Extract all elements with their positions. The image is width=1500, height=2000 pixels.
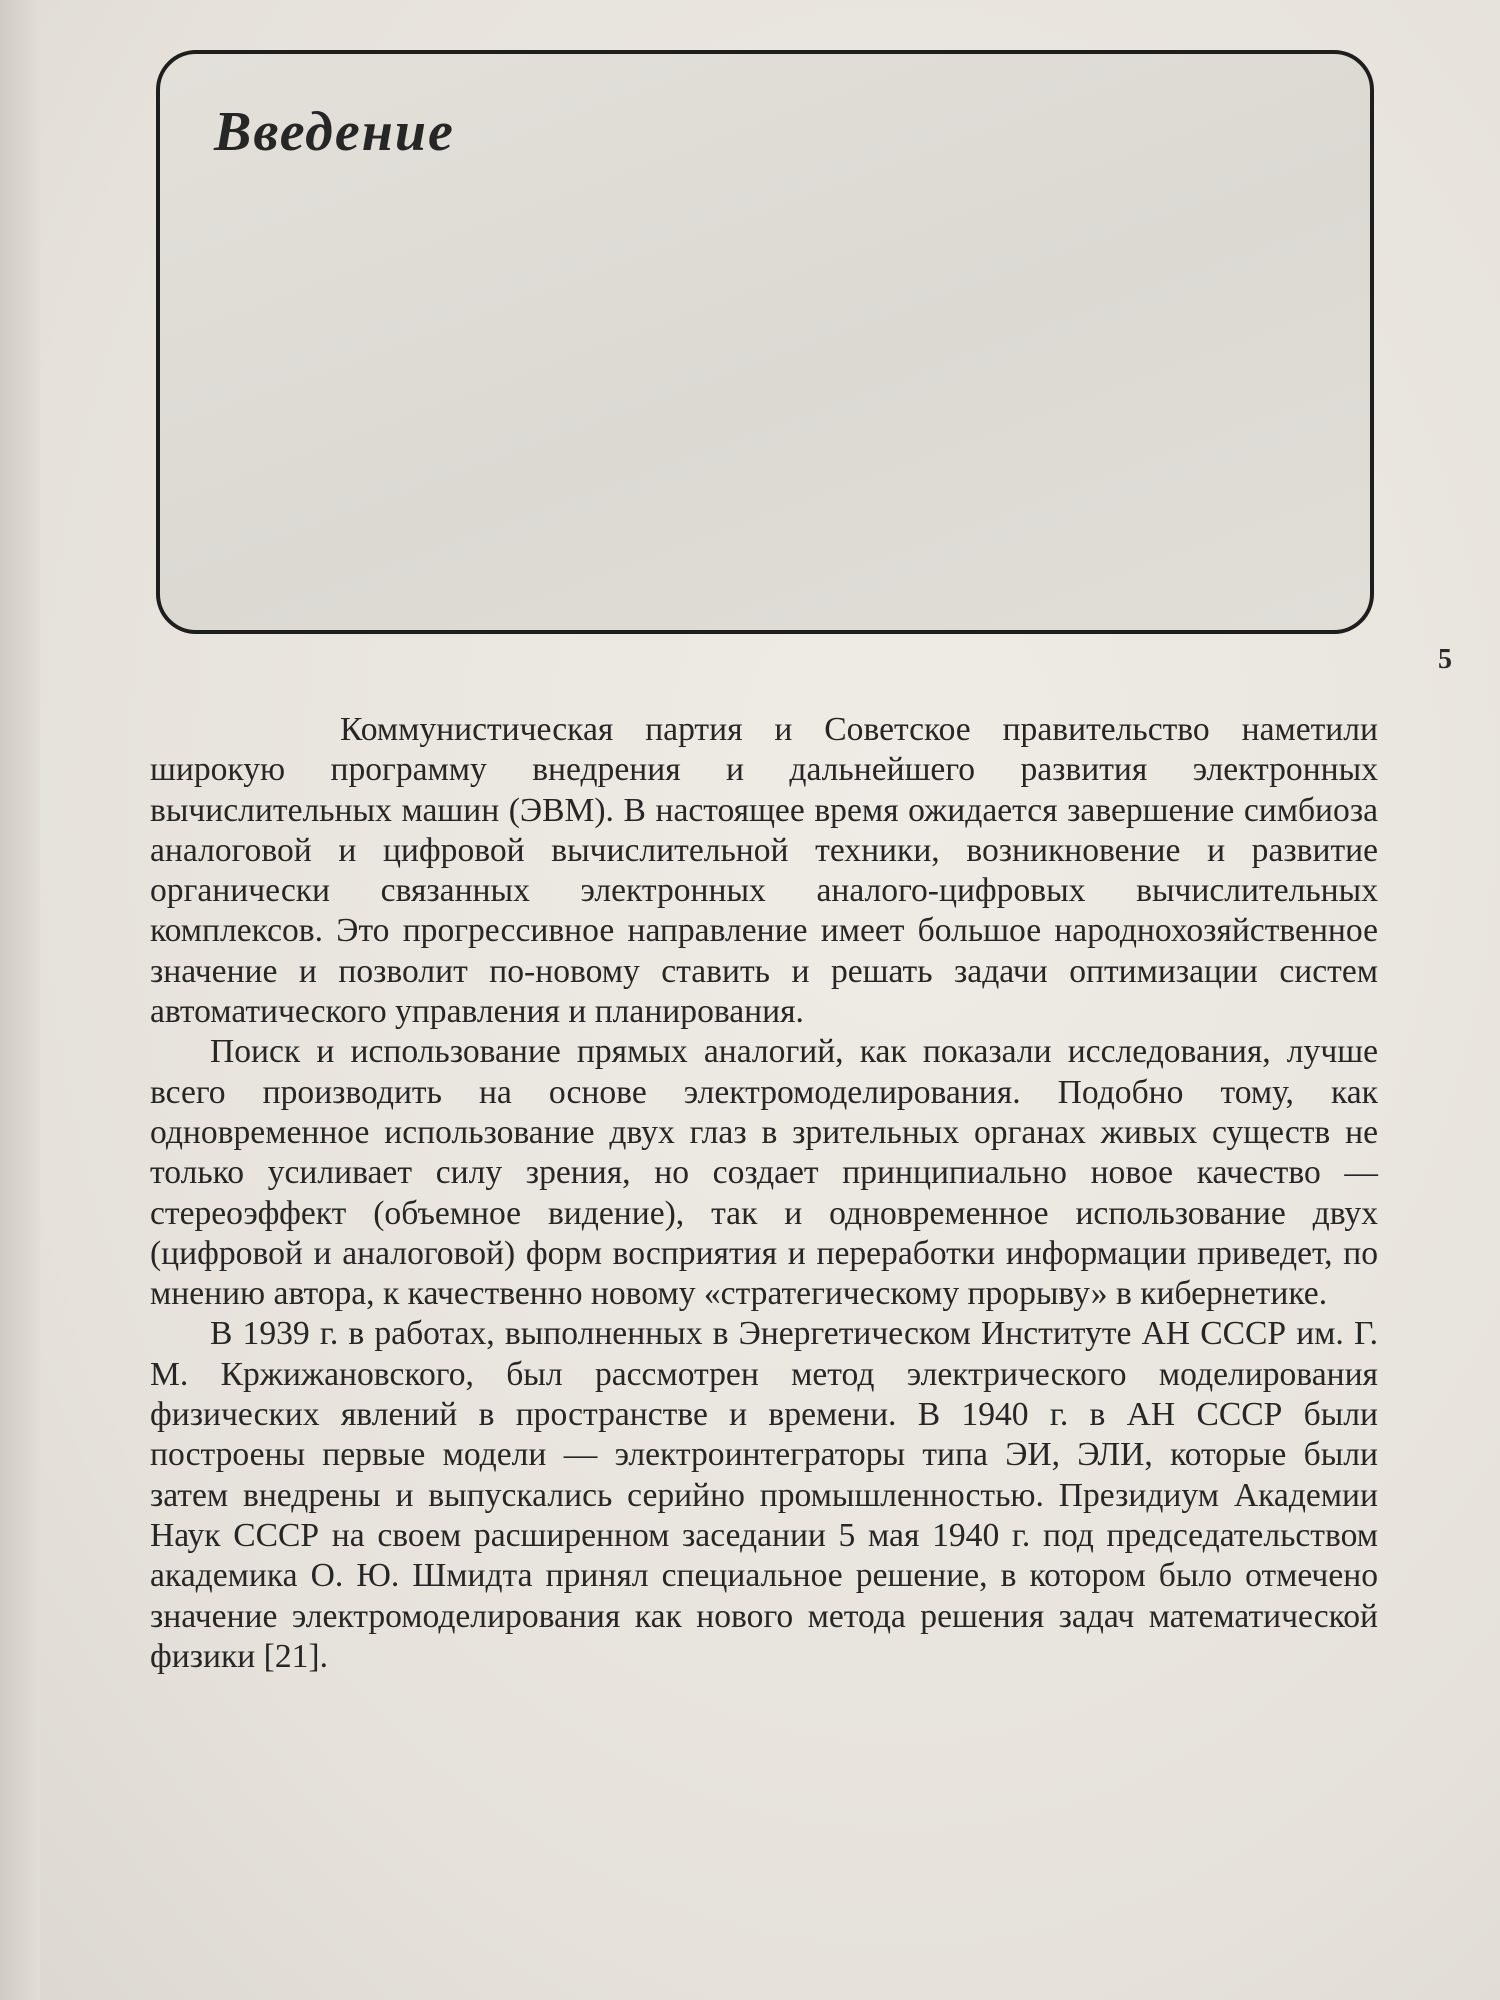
paragraph-3: В 1939 г. в работах, выполненных в Энергетическом Институте АН СССР им. Г. М. Кржижановского, был рассмотрен метод электрического моделирования физических явлений в пространстве и времени. В 1940 г. в АН СССР были построены первые модели — электроинтеграторы типа ЭИ, ЭЛИ, которые были затем внедрены и выпускались серийно промышленностью. Президиум Академии Наук СССР на своем расширенном заседании 5 мая 1940 г. под председательством академика О. Ю. Шмидта принял специальное решение, в котором было отмечено значение электромоделирования как нового метода решения задач математической физики [21]. [150,1315,1378,1675]
page-gutter-shadow [0,0,40,2000]
body-text [150,710,1378,1677]
page-number: 5 [1438,644,1452,675]
paragraph-1: Коммунистическая партия и Советское правительство наметили широкую программу внедрения и дальнейшего развития электронных вычислительных машин (ЭВМ). В настоящее время ожидается завершение симбиоза аналоговой и цифровой вычислительной техники, возникновение и развитие органически связанных электронных аналого-цифровых вычислительных комплексов. Это прогрессивное направление имеет большое народнохозяйственное значение и позволит по-новому ставить и решать задачи оптимизации систем автоматического управления и планирования. [150,711,1378,1031]
paragraph-2: Поиск и использование прямых аналогий, как показали исследования, лучше всего производить на основе электромоделирования. Подобно тому, как одновременное использование двух глаз в зрительных органах живых существ не только усиливает силу зрения, но создает принципиально новое качество — стереоэффект (объемное видение), так и одновременное использование двух (цифровой и аналоговой) форм восприятия и переработки информации приведет, по мнению автора, к качественно новому «стратегическому прорыву» в кибернетике. [150,1033,1378,1313]
chapter-title: Введение [214,101,455,163]
